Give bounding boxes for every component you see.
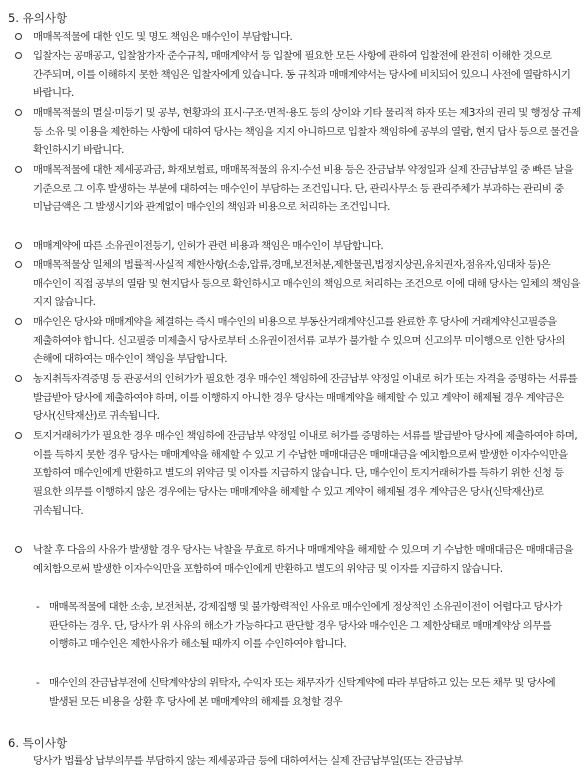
list-item-text: 당사가 법률상 납부의무를 부담하지 않는 제세공과금 등에 대하여서는 실제 잔금납부일(또는 잔금납부 — [33, 755, 463, 767]
list-item — [33, 313, 581, 369]
dash-marker: - — [36, 677, 40, 689]
list-item — [33, 752, 581, 771]
section-title-special: 6. 특이사항 — [8, 736, 68, 750]
list-item — [33, 427, 581, 521]
list-item — [33, 237, 581, 256]
bullet-icon — [15, 242, 22, 249]
dash-marker: - — [36, 601, 40, 613]
sub-list-item — [36, 674, 581, 711]
bullet-icon — [15, 166, 22, 173]
list-item — [33, 28, 581, 47]
bullet-icon — [15, 432, 22, 439]
list-item-text: 매매목적물에 대한 인도 및 명도 책임은 매수인이 부담합니다. — [33, 31, 293, 43]
sub-list-item — [36, 598, 581, 654]
list-item — [33, 541, 581, 578]
list-item — [33, 161, 581, 217]
list-item-text: 매수인은 당사와 매매계약을 체결하는 즉시 매수인의 비용으로 부동산거래계약신고를 완료한 후 당사에 거래계약신고필증을 제출하여야 합니다. 신고필증 미제출시 당사로부터 소유권이전서류 교부가 불가할 수 있으며 신고의무 미이행으로 인한 당사의 손해에 대하여는 매수인이 책임을 부담합니다. — [33, 316, 565, 366]
sub-list-item-text: 매매목적물에 대한 소송, 보전처분, 강제집행 및 불가항력적인 사유로 매수인에게 정상적인 소유권이전이 어렵다고 당사가 판단하는 경우. 단, 당사가 위 사유의 해소가 가능하다고 판단할 경우 당사와 매수인은 그 제한상태로 매매계약상 의무를 이행하고 매수인은 제한사유가 해소될 때까지 이를 수인하여야 합니다. — [49, 601, 562, 651]
list-item-text: 토지거래허가가 필요한 경우 매수인 책임하에 잔금납부 약정일 이내로 허가를 증명하는 서류를 발급받아 당사에 제출하여야 하며, 이를 득하지 못한 경우 당사는 매매계약을 해제할 수 있고 기 수납한 매매대금은 매매대금을 예치함으로써 발생한 이자수익만을 포함하여 매수인에게 반환하고 별도의 위약금 및 이자를 지급하지 않습니다. 단, 매수인이 토지거래허가를 득하기 위한 신청 등 필요한 의무를 이행하지 않은 경우에는 당사는 매매계약을 해제할 수 있고 계약이 해제될 경우 계약금은 당사(신탁재산)로 귀속됩니다. — [33, 430, 578, 517]
list-item — [33, 370, 581, 426]
sub-list-item-text: 매수인의 잔금납부전에 신탁계약상의 위탁자, 수익자 또는 채무자가 신탁계약에 따라 부담하고 있는 모든 채무 및 당사에 발생된 모든 비용을 상환 후 당사에 본 매매계약의 해제를 요청할 경우 — [49, 677, 556, 708]
list-item — [33, 256, 581, 312]
list-item-text: 낙찰 후 다음의 사유가 발생할 경우 당사는 낙찰을 무효로 하거나 매매계약을 해제할 수 있으며 기 수납한 매매대금은 매매대금을 예치함으로써 발생한 이자수익만을 포함하여 매수인에게 반환하고 별도의 위약금 및 이자를 지급하지 않습니다. — [33, 544, 574, 575]
list-item — [33, 104, 581, 160]
list-item-text: 매매목적물의 멸실·미등기 및 공부, 현황과의 표시·구조·면적·용도 등의 상이와 기타 물리적 하자 또는 제3자의 권리 및 행정상 규제 등 소유 및 이용을 제한하는 사항에 대하여 당사는 책임을 지지 아니하므로 입찰자 책임하에 공부의 열람, 현지 답사 등으로 물건을 확인하시기 바랍니다. — [33, 107, 581, 157]
list-item — [33, 47, 581, 103]
section-title-notes: 5. 유의사항 — [8, 11, 68, 25]
list-item-text: 입찰자는 공매공고, 입찰참가자 준수규칙, 매매계약서 등 입찰에 필요한 모든 사항에 관하여 입찰전에 완전히 이해한 것으로 간주되며, 이를 이해하지 못한 책임은 입찰자에게 있습니다. 동 규칙과 매매계약서는 당사에 비치되어 있으니 사전에 열람하시기 바랍니다. — [33, 50, 571, 100]
bullet-icon — [15, 261, 22, 268]
bullet-icon — [15, 375, 22, 382]
bullet-icon — [15, 109, 22, 116]
bullet-icon — [15, 546, 22, 553]
list-item-text: 매매목적물에 대한 제세공과금, 화재보험료, 매매목적물의 유지·수선 비용 등은 잔금납부 약정일과 실제 잔금납부일 중 빠른 날을 기준으로 그 이후 발생하는 부분에 대하여는 매수인이 부담하는 조건입니다. 단, 관리사무소 등 관리주체가 부과하는 관리비 중 미납금액은 그 발생시기와 관계없이 매수인의 책임과 비용으로 처리하는 조건입니다. — [33, 164, 574, 214]
bullet-icon — [15, 52, 22, 59]
list-item-text: 매매목적물상 일체의 법률적·사실적 제한사항(소송,압류,경매,보전처분,제한물권,법정지상권,유치권자,점유자,임대차 등)은 매수인이 직접 공부의 열람 및 현지답사 등으로 확인하시고 매수인의 책임으로 처리하는 조건으로 이에 대해 당사는 일체의 책임을 지지 않습니다. — [33, 259, 580, 309]
list-item-text: 농지취득자격증명 등 관공서의 인허가가 필요한 경우 매수인 책임하에 잔금납부 약정일 이내로 허가 또는 자격을 증명하는 서류를 발급받아 당사에 제출하여야 하며, 이를 이행하지 아니한 경우 당사는 매매계약을 해제할 수 있고 계약이 해제될 경우 계약금은 당사(신탁재산)로 귀속됩니다. — [33, 373, 578, 423]
bullet-icon — [15, 318, 22, 325]
list-item-text: 매매계약에 따른 소유권이전등기, 인허가 관련 비용과 책임은 매수인이 부담합니다. — [33, 240, 384, 252]
bullet-icon — [15, 33, 22, 40]
